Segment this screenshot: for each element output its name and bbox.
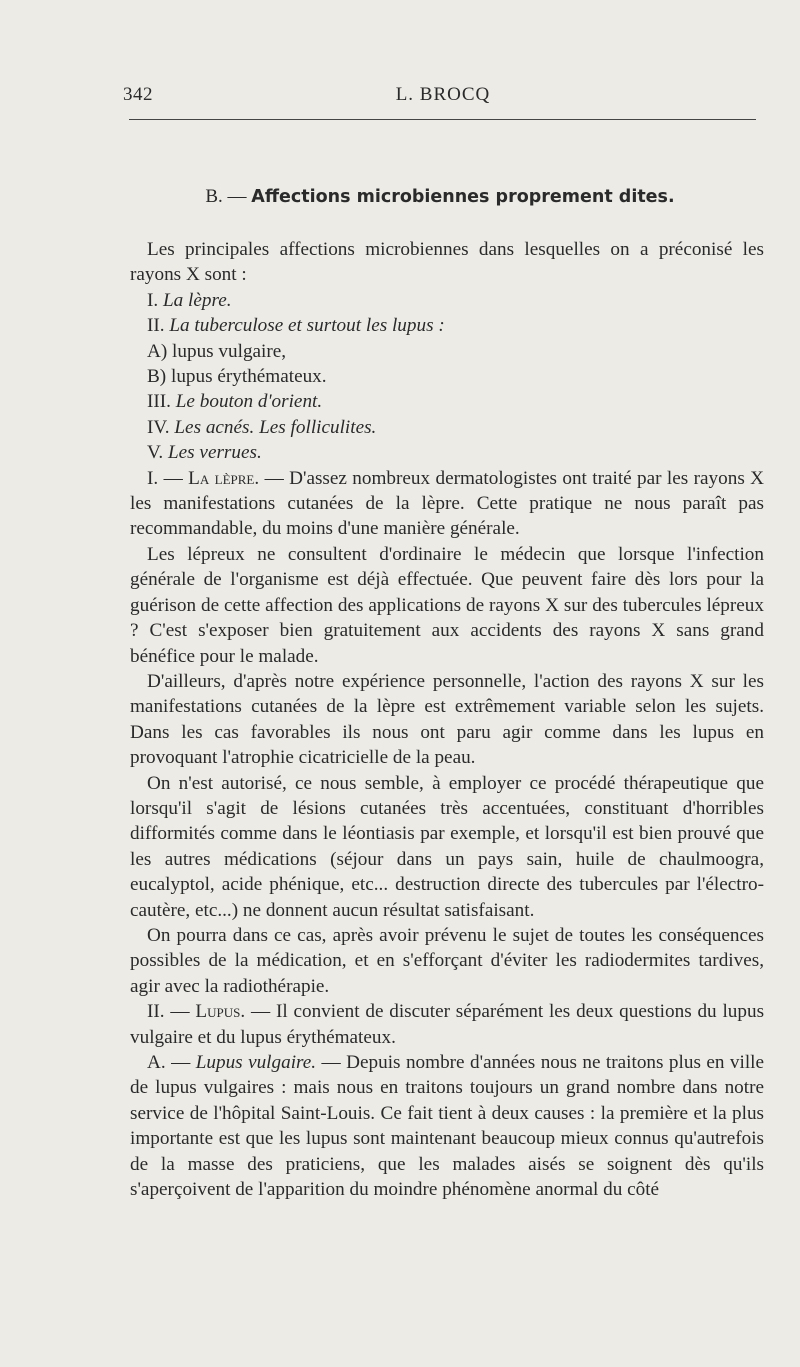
paragraph: Les lépreux ne consultent d'ordinaire le médecin que lorsque l'infection générale de l'organisme est déjà effectuée. Que peuvent faire dès lors pour la guérison de cette affection des applications de rayons X sur des tubercules lépreux ? C'est s'exposer bien gratuitement aux accidents des rayons X sans grand bénéfice pour le malade. [130, 543, 764, 667]
running-head-author: L. BROCQ [395, 84, 491, 105]
section-title [120, 186, 760, 208]
list-item: I. La lèpre. [147, 289, 232, 311]
list-item: III. Le bouton d'orient. [147, 391, 323, 413]
section-label: B. — [205, 186, 247, 207]
list-item: II. La tuberculose et surtout les lupus : [147, 315, 445, 337]
body-text [130, 237, 764, 1202]
section-heading: Affections microbiennes proprement dites. [251, 187, 675, 207]
list-item: B) lupus érythémateux. [147, 366, 327, 388]
paragraph: On pourra dans ce cas, après avoir prévenu le sujet de toutes les conséquences possibles de la médication, et en s'efforçant d'éviter les radiodermites tardives, agir avec la radiothérapie. [130, 924, 764, 997]
lupus-vulgaire-paragraph: A. — Lupus vulgaire. — Depuis nombre d'années nous ne traitons plus en ville de lupus vulgaires : mais nous en traitons toujours un grand nombre dans notre service de l'hôpital Saint-Louis. Ce fait tient à deux causes : la première et la plus importante est que les lupus sont maintenant beaucoup mieux connus qu'autrefois de la masse des praticiens, que les malades aisés se soignent dès qu'ils s'aperçoivent de l'apparition du moindre phénomène anormal du côté [130, 1052, 764, 1201]
lupus-heading: Lupus. [195, 1001, 246, 1023]
list-item: A) lupus vulgaire, [147, 340, 287, 362]
header-rule [129, 119, 756, 120]
paragraph: D'ailleurs, d'après notre expérience personnelle, l'action des rayons X sur les manifestations cutanées de la lèpre est extrêmement variable selon les sujets. Dans les cas favorables ils nous ont paru agir comme dans les lupus en provoquant l'atrophie cicatricielle de la peau. [130, 670, 764, 769]
lepre-heading: La lèpre. [188, 467, 260, 489]
paragraph: On n'est autorisé, ce nous semble, à employer ce procédé thérapeutique que lorsqu'il s'agit de lésions cutanées très accentuées, constituant d'horribles difformités comme dans le léontiasis par exemple, et lorsqu'il est bien prouvé que les autres médications (séjour dans un pays sain, huile de chaulmoogra, eucalyptol, acide phénique, etc... destruction directe des tubercules par l'électro-cautère, etc...) ne donnent aucun résultat satisfaisant. [130, 772, 764, 921]
lepre-paragraph: I. — La lèpre. — D'assez nombreux dermatologistes ont traité par les rayons X les manifestations cutanées de la lèpre. Cette pratique ne nous paraît pas recommandable, du moins d'une manière générale. [130, 467, 765, 540]
list-item: V. Les verrues. [147, 442, 262, 464]
lupus-paragraph: II. — Lupus. — Il convient de discuter séparément les deux questions du lupus vulgaire et du lupus érythémateux. [130, 1001, 765, 1048]
page-number: 342 [123, 84, 153, 105]
intro-paragraph: Les principales affections microbiennes dans lesquelles on a préconisé les rayons X sont : [130, 239, 764, 286]
lupus-vulgaire-heading: Lupus vulgaire. [195, 1052, 317, 1073]
list-item: IV. Les acnés. Les folliculites. [147, 416, 377, 438]
